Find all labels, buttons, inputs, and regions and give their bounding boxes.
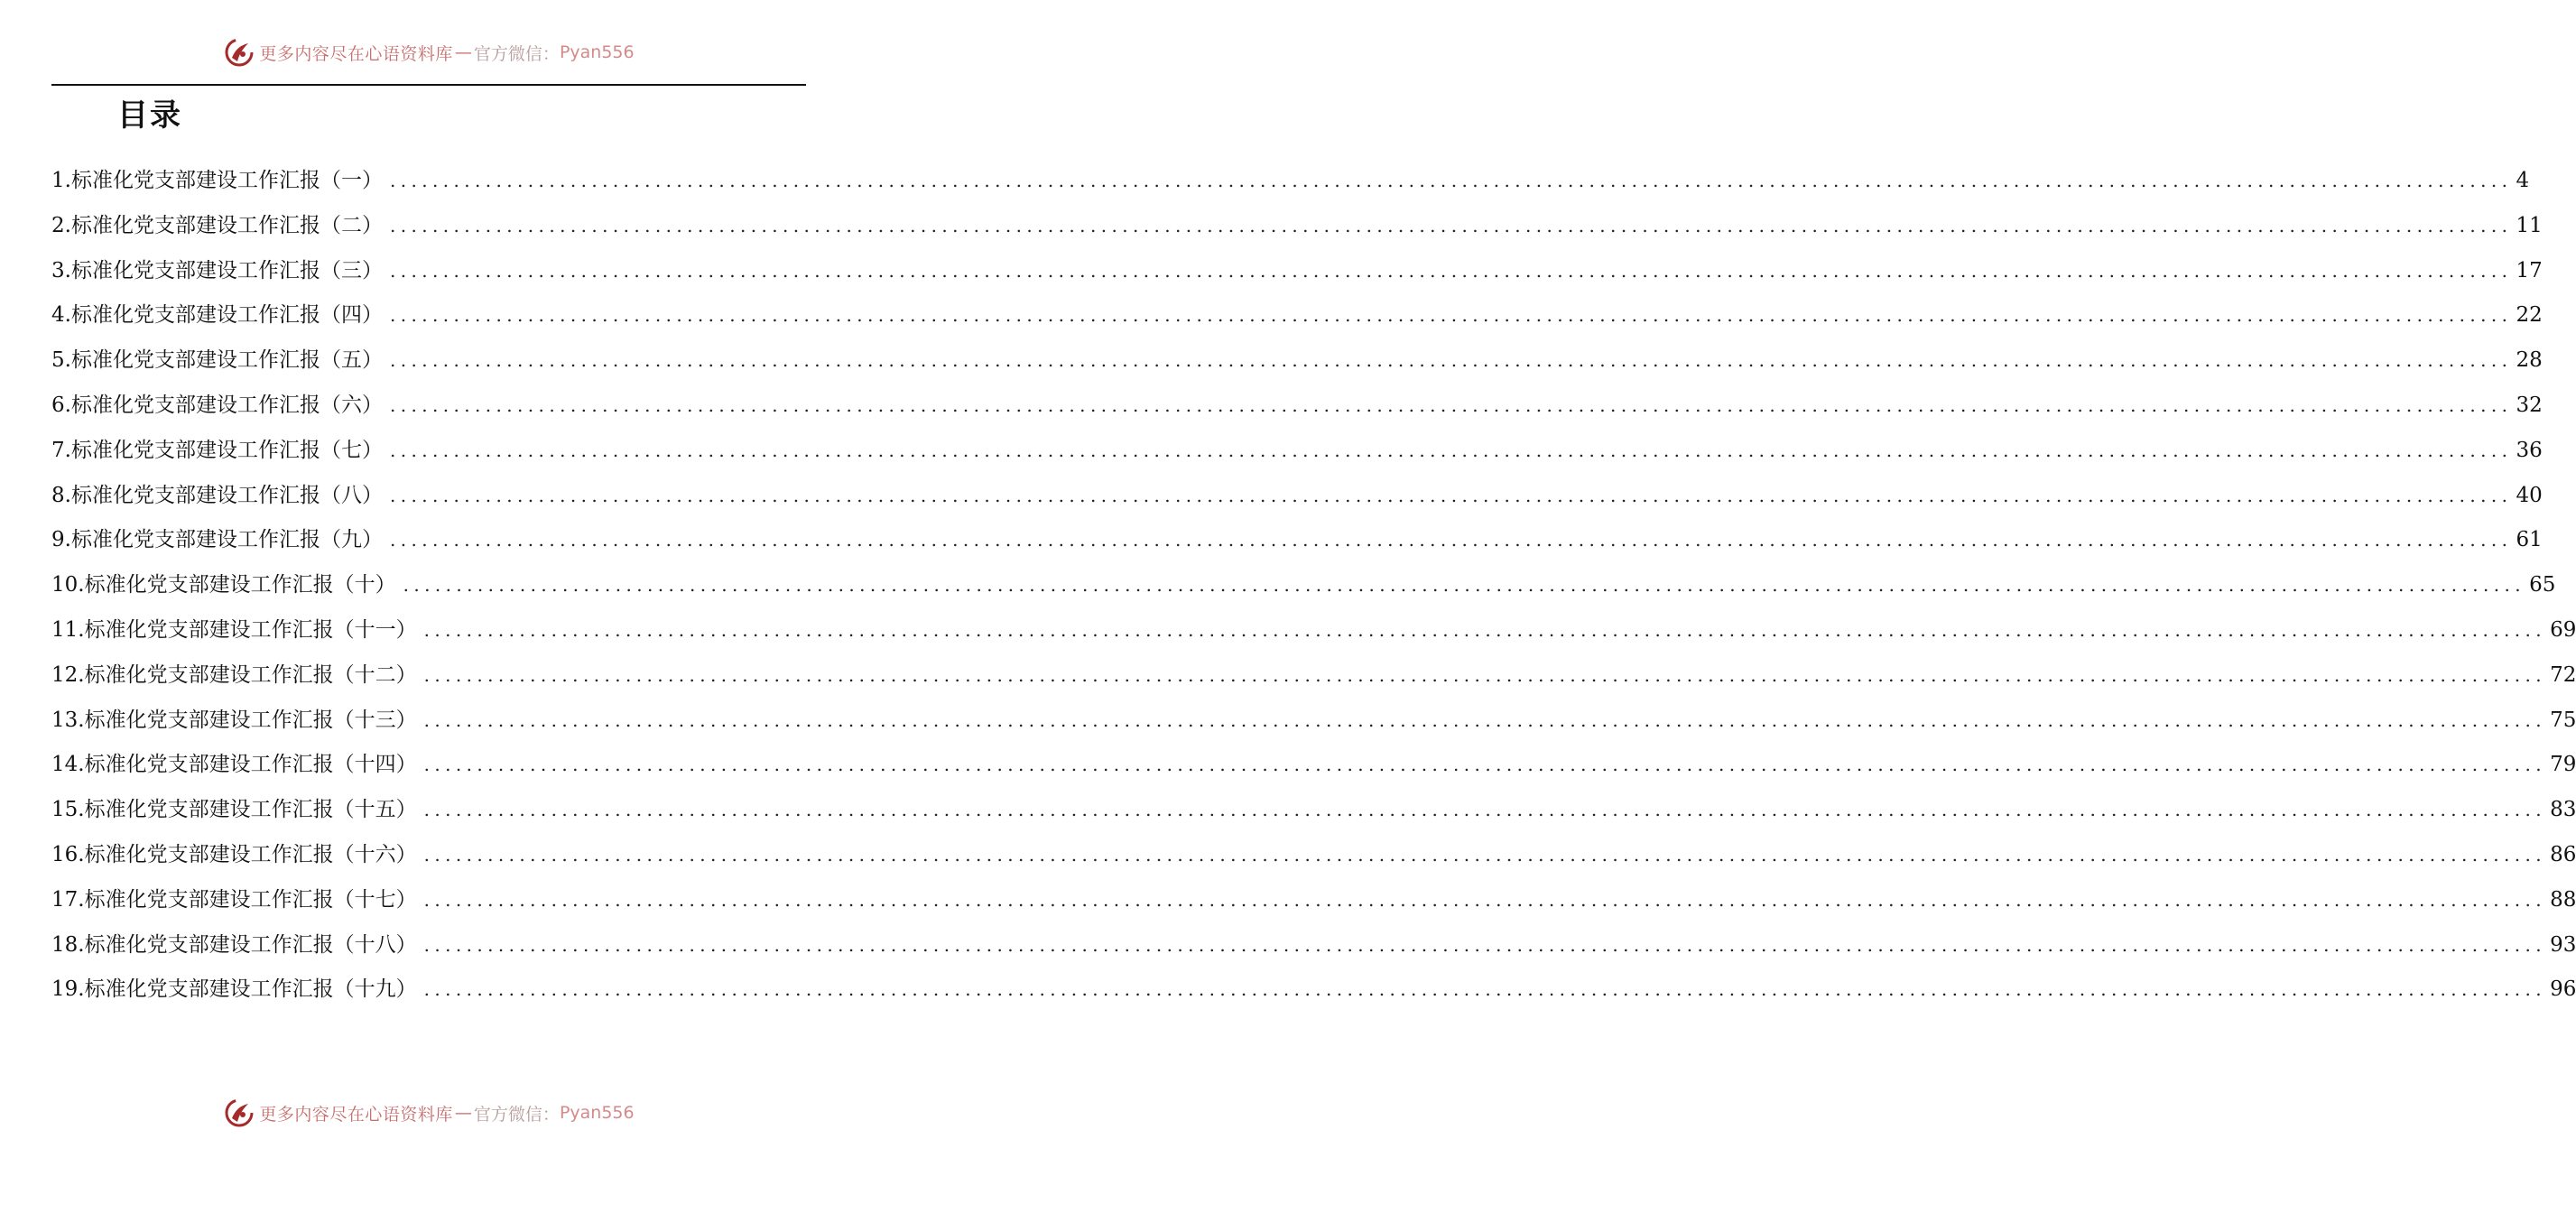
toc-entry-label: 9.标准化党支部建设工作汇报（九） xyxy=(51,528,383,552)
toc-leader-dots: ........................................................................................................................................................................................................ xyxy=(423,708,2547,731)
brand-logo-icon xyxy=(223,1097,255,1129)
toc-leader-dots: ........................................................................................................................................................................................................ xyxy=(389,259,2513,282)
banner-wechat-id: Pyan556 xyxy=(559,1103,635,1123)
toc-leader-dots: ........................................................................................................................................................................................................ xyxy=(403,574,2526,597)
toc-entry[interactable] xyxy=(51,477,2543,523)
toc-entry-label: 8.标准化党支部建设工作汇报（八） xyxy=(51,483,383,507)
toc-entry-page: 83 xyxy=(2550,798,2576,822)
toc-entry[interactable] xyxy=(51,612,2576,657)
toc-leader-dots: ........................................................................................................................................................................................................ xyxy=(423,618,2547,641)
toc-entry[interactable] xyxy=(51,702,2576,747)
toc-entry-page: 40 xyxy=(2516,483,2543,507)
toc-entry-label: 16.标准化党支部建设工作汇报（十六） xyxy=(51,842,417,866)
toc-entry-page: 69 xyxy=(2550,617,2576,642)
toc-entry[interactable] xyxy=(51,387,2543,432)
toc-entry-page: 75 xyxy=(2550,708,2576,732)
toc-entry-page: 61 xyxy=(2516,528,2543,552)
header-banner xyxy=(0,34,857,70)
toc-leader-dots: ........................................................................................................................................................................................................ xyxy=(423,933,2547,956)
toc-entry-label: 18.标准化党支部建设工作汇报（十八） xyxy=(51,932,417,957)
toc-entry[interactable] xyxy=(51,792,2576,837)
toc-entry-label: 6.标准化党支部建设工作汇报（六） xyxy=(51,393,383,417)
toc-leader-dots: ........................................................................................................................................................................................................ xyxy=(423,978,2547,1001)
toc-entry[interactable] xyxy=(51,746,2576,792)
toc-entry-page: 11 xyxy=(2516,213,2543,237)
header-divider xyxy=(51,84,806,86)
toc-entry-page: 72 xyxy=(2550,662,2576,687)
toc-entry[interactable] xyxy=(51,432,2543,477)
toc-entry-label: 10.标准化党支部建设工作汇报（十） xyxy=(51,573,396,597)
toc-leader-dots: ........................................................................................................................................................................................................ xyxy=(389,304,2513,327)
banner-text: 更多内容尽在心语资料库 xyxy=(259,1104,453,1125)
toc-entry-label: 2.标准化党支部建设工作汇报（二） xyxy=(51,213,383,237)
toc-entry-page: 22 xyxy=(2516,303,2543,328)
footer-banner xyxy=(0,1095,857,1131)
toc-leader-dots: ........................................................................................................................................................................................................ xyxy=(423,888,2547,911)
toc-entry-page: 32 xyxy=(2516,393,2543,417)
toc-entry-label: 11.标准化党支部建设工作汇报（十一） xyxy=(51,617,417,642)
toc-entry-page: 79 xyxy=(2550,753,2576,777)
toc-entry-label: 1.标准化党支部建设工作汇报（一） xyxy=(51,169,383,192)
toc-leader-dots: ........................................................................................................................................................................................................ xyxy=(423,754,2547,776)
toc-leader-dots: ........................................................................................................................................................................................................ xyxy=(423,663,2547,686)
toc-entry-page: 17 xyxy=(2516,258,2543,282)
toc-leader-dots: ........................................................................................................................................................................................................ xyxy=(389,214,2513,236)
toc-entry-label: 12.标准化党支部建设工作汇报（十二） xyxy=(51,662,417,687)
toc-entry-page: 36 xyxy=(2516,438,2543,462)
toc-entry[interactable] xyxy=(51,567,2556,612)
toc-entry[interactable] xyxy=(51,297,2543,342)
toc-entry[interactable] xyxy=(51,657,2576,702)
toc-leader-dots: ........................................................................................................................................................................................................ xyxy=(389,170,2513,191)
toc-entry-page: 93 xyxy=(2550,932,2576,957)
brand-logo-icon xyxy=(223,36,255,69)
toc-entry-page: 96 xyxy=(2550,977,2576,1002)
toc-entry-page: 88 xyxy=(2550,887,2576,912)
toc-leader-dots: ........................................................................................................................................................................................................ xyxy=(389,394,2513,416)
toc-entry[interactable] xyxy=(51,522,2543,567)
toc-entry-label: 15.标准化党支部建设工作汇报（十五） xyxy=(51,798,417,822)
banner-wechat-label: 官方微信： xyxy=(473,1104,560,1125)
table-of-contents xyxy=(51,162,2576,1016)
toc-entry-label: 19.标准化党支部建设工作汇报（十九） xyxy=(51,977,417,1002)
banner-separator: — xyxy=(454,1103,472,1123)
toc-entry[interactable] xyxy=(51,882,2576,927)
toc-entry-page: 28 xyxy=(2516,348,2543,373)
toc-leader-dots: ........................................................................................................................................................................................................ xyxy=(389,349,2513,372)
toc-leader-dots: ........................................................................................................................................................................................................ xyxy=(389,484,2513,506)
banner-wechat-id: Pyan556 xyxy=(559,42,635,62)
page-title: 目录 xyxy=(117,97,182,134)
toc-entry[interactable] xyxy=(51,208,2543,253)
toc-leader-dots: ........................................................................................................................................................................................................ xyxy=(423,799,2547,821)
toc-entry-label: 14.标准化党支部建设工作汇报（十四） xyxy=(51,753,417,777)
toc-entry[interactable] xyxy=(51,971,2576,1016)
toc-entry-label: 3.标准化党支部建设工作汇报（三） xyxy=(51,258,383,282)
toc-leader-dots: ........................................................................................................................................................................................................ xyxy=(389,439,2513,461)
toc-entry-label: 4.标准化党支部建设工作汇报（四） xyxy=(51,303,383,328)
toc-entry-label: 17.标准化党支部建设工作汇报（十七） xyxy=(51,887,417,912)
banner-separator: — xyxy=(454,42,472,62)
toc-entry-label: 7.标准化党支部建设工作汇报（七） xyxy=(51,438,383,462)
toc-entry-label: 5.标准化党支部建设工作汇报（五） xyxy=(51,348,383,373)
toc-entry-page: 86 xyxy=(2550,842,2576,866)
toc-entry[interactable] xyxy=(51,342,2543,387)
toc-entry-page: 4 xyxy=(2516,169,2530,192)
toc-entry[interactable] xyxy=(51,253,2543,298)
toc-entry[interactable] xyxy=(51,162,2530,208)
toc-entry-label: 13.标准化党支部建设工作汇报（十三） xyxy=(51,708,417,732)
toc-leader-dots: ........................................................................................................................................................................................................ xyxy=(389,529,2513,551)
banner-text: 更多内容尽在心语资料库 xyxy=(259,43,453,64)
toc-entry[interactable] xyxy=(51,927,2576,972)
toc-entry-page: 65 xyxy=(2529,573,2556,597)
toc-leader-dots: ........................................................................................................................................................................................................ xyxy=(423,843,2547,866)
toc-entry[interactable] xyxy=(51,837,2576,882)
banner-wechat-label: 官方微信： xyxy=(473,43,560,64)
